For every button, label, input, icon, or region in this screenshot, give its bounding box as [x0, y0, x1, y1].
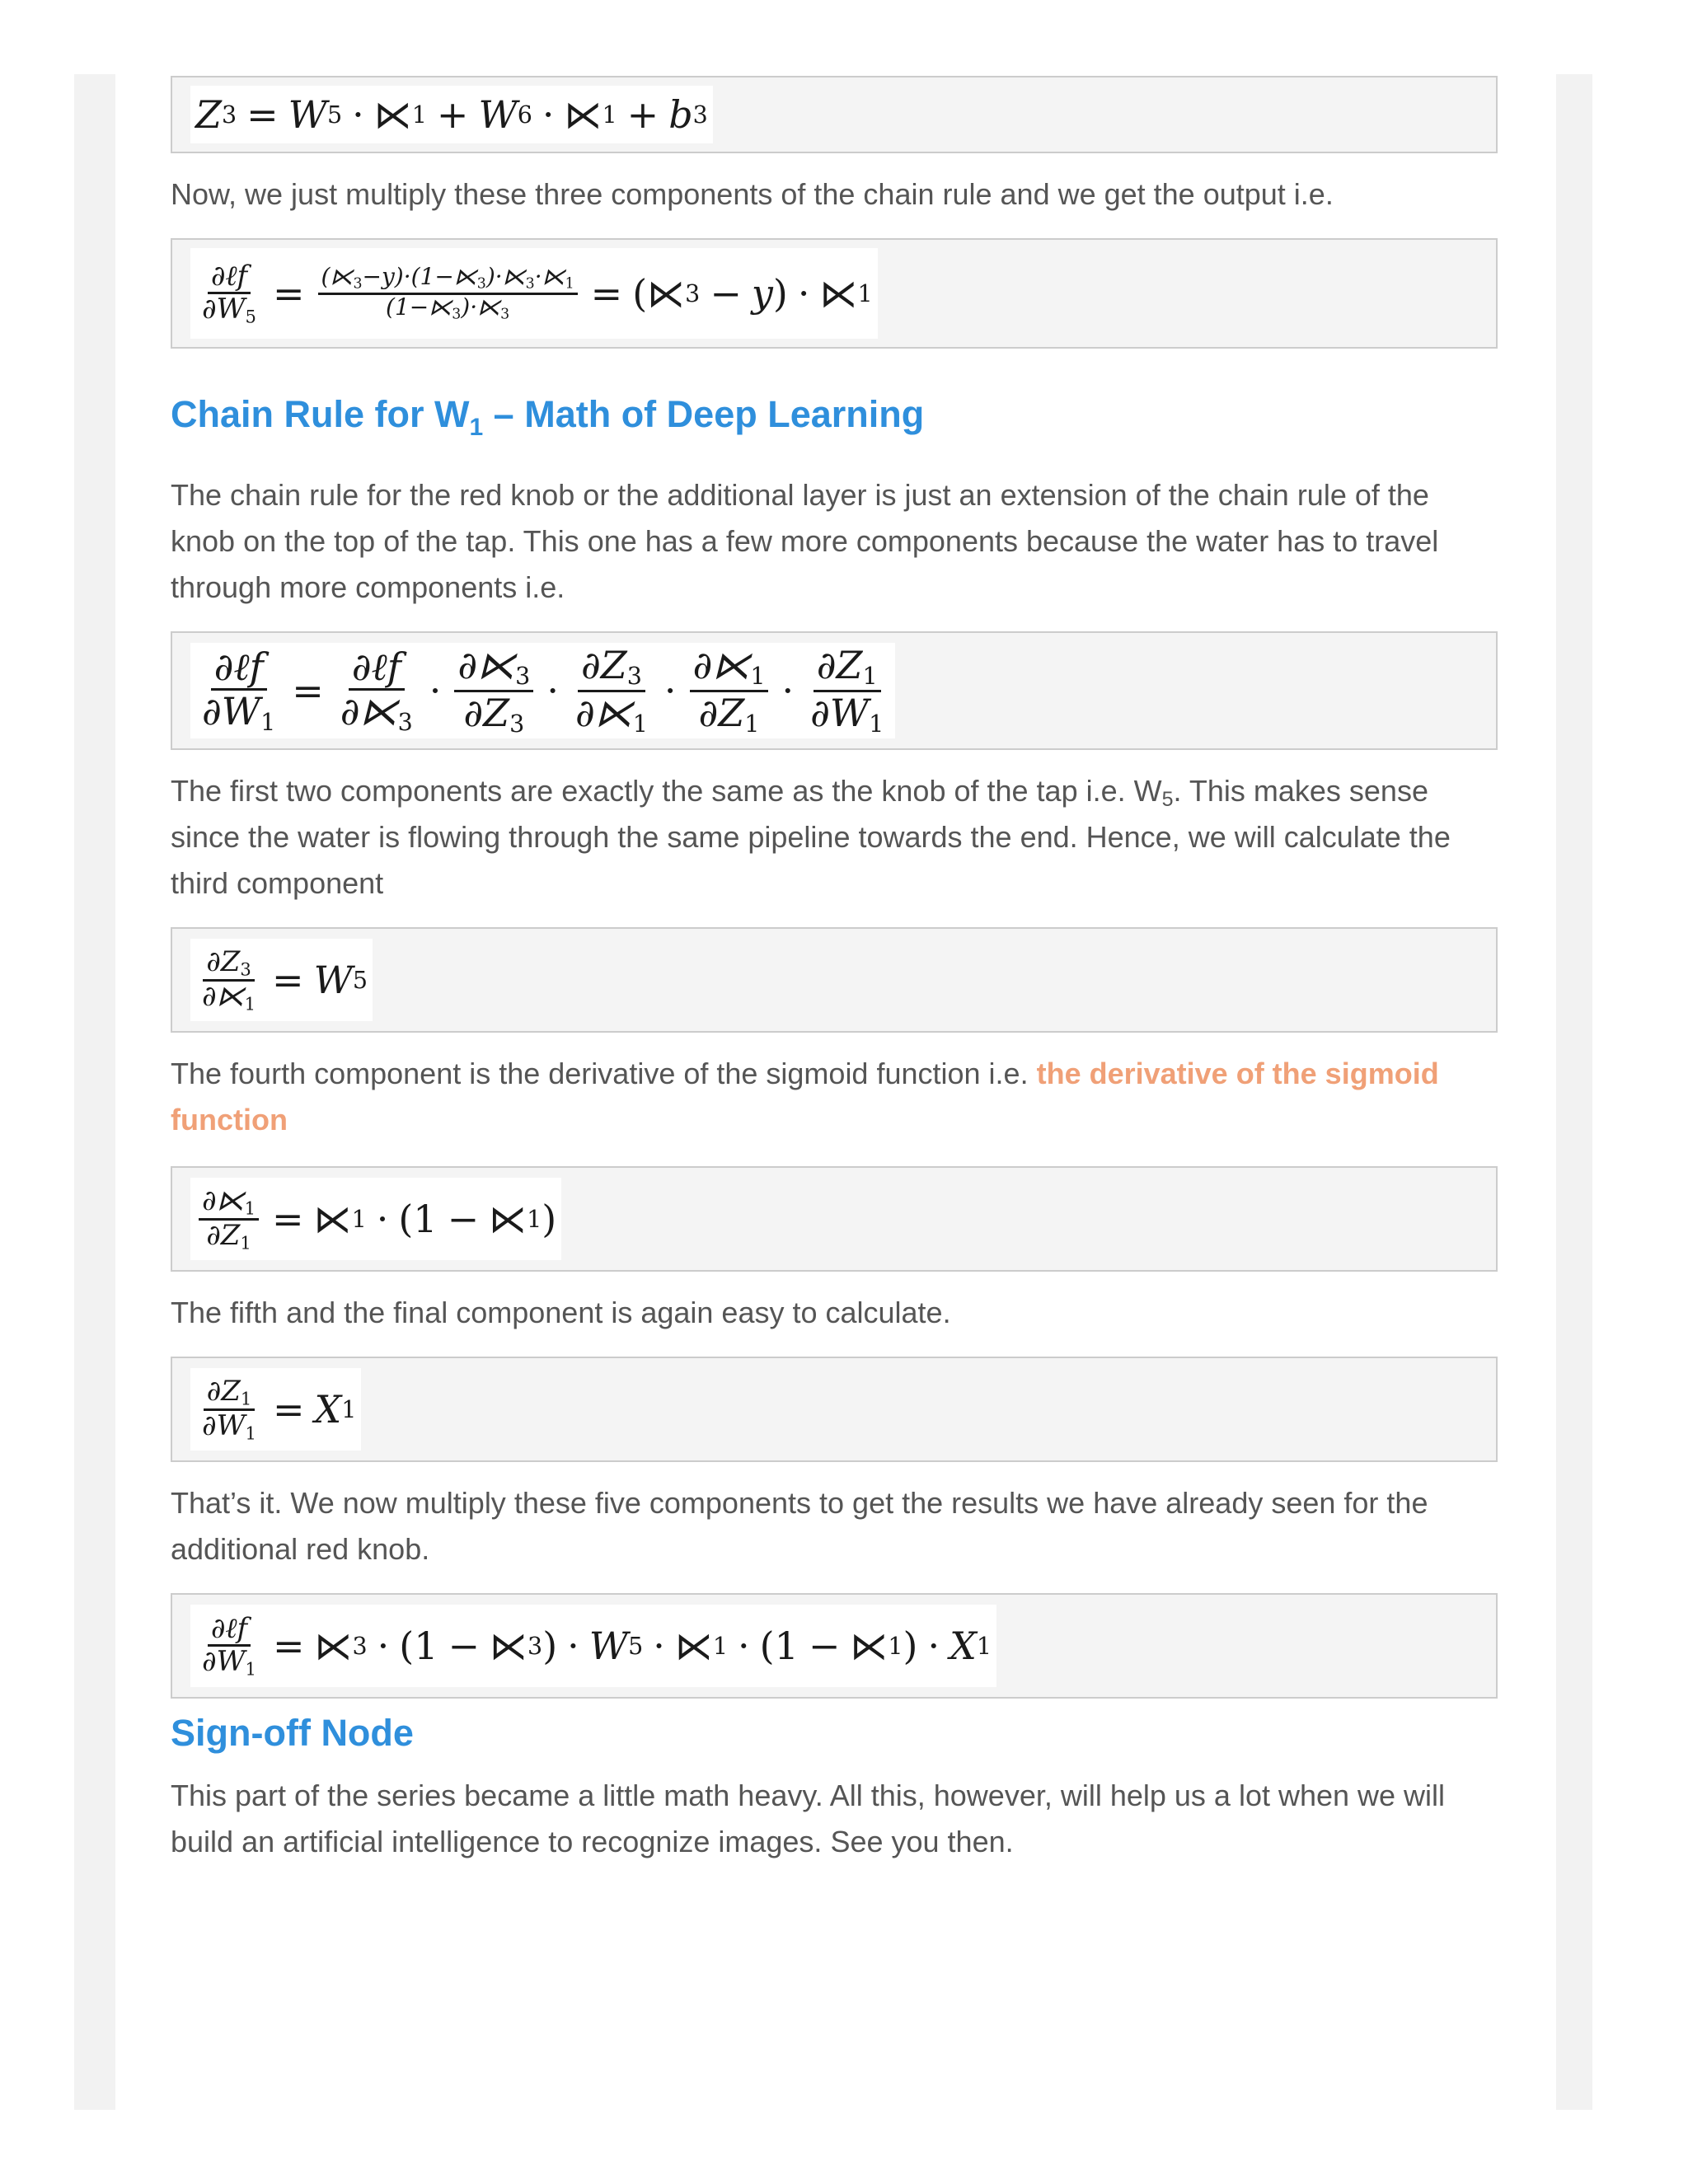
section-heading-sign-off: Sign-off Node — [171, 1712, 414, 1754]
equation-box-final — [171, 1593, 1498, 1699]
equation-final: $\frac{\text{∂ℓf}}{\partial W_1}$ = ⋉ 3 · (1 − ⋉ 3 ) · W 5 · ⋉ 1 · (1 − ⋉ 1 ) · X 1 — [190, 1605, 996, 1687]
article-content — [171, 76, 1498, 1865]
left-gutter — [74, 74, 115, 2110]
equation-chain-w1: $\frac{\text{∂ℓf}}{\partial W_1}$ = $\frac{\text{∂ℓf}}{\partial⋉_3}$ · $\frac{\partial⋉_3}{\partial Z_3}$ · $\frac{\partial Z_3}{\partial⋉_1}$ · $\frac{\partial⋉_1}{\partial Z_1}$ · $\frac{\partial Z_1}{\partial W_1}$ — [190, 643, 895, 738]
paragraph-chain-rule-red-knob: The chain rule for the red knob or the additional layer is just an extension of the chain rule of the knob on the top of the tap. This one has a few more components because the water has to travel through more components i.e. — [171, 478, 1439, 604]
equation-box-chain-w1 — [171, 631, 1498, 750]
paragraph-fifth-component: The fifth and the final component is again easy to calculate. — [171, 1296, 951, 1329]
equation-box-dz1-dw1 — [171, 1357, 1498, 1462]
equation-box-z3 — [171, 76, 1498, 153]
equation-dz3-dk1: $\frac{\partial Z_3}{\partial⋉_1}$ = W 5 — [190, 939, 373, 1021]
equation-dk1-dz1: $\frac{\partial⋉_1}{\partial Z_1}$ = ⋉ 1 · (1 − ⋉ 1 ) — [190, 1178, 561, 1260]
sigmoid-derivative-link[interactable]: the derivative of the sigmoid function — [171, 1057, 1439, 1137]
equation-box-dk1-dz1 — [171, 1166, 1498, 1272]
equation-box-dz3-dk1 — [171, 927, 1498, 1033]
paragraph-first-two-components: The first two components are exactly the same as the knob of the tap i.e. $W_5$. This makes sense since the water is flowing through the same pipeline towards the end. Hence, we will calculate the third component — [171, 774, 1451, 900]
paragraph-thats-it: That’s it. We now multiply these five components to get the results we have already seen for the additional red knob. — [171, 1486, 1428, 1566]
equation-z3: Z 3 = W 5 · ⋉ 1 + W 6 · ⋉ 1 + b 3 — [190, 86, 713, 143]
paragraph-fourth-component: The fourth component is the derivative of the sigmoid function i.e. the derivative of the sigmoid function — [171, 1057, 1439, 1137]
paragraph-multiply-three: Now, we just multiply these three components of the chain rule and we get the output i.e. — [171, 177, 1334, 211]
equation-dlf-dw5: $\frac{\text{∂ℓf}}{\partial W_5}$ = $\frac{(⋉_3-y)\cdot(1-⋉_3)\cdot⋉_3\cdot⋉_1}{(1-⋉_3)\cdot⋉_3}$ = (⋉ 3 − y ) · ⋉ 1 — [190, 248, 878, 339]
right-gutter — [1556, 74, 1592, 2110]
equation-box-dlf-dw5 — [171, 238, 1498, 349]
equation-dz1-dw1: $\frac{\partial Z_1}{\partial W_1}$ = X 1 — [190, 1368, 361, 1451]
section-heading-chain-rule-w1: Chain Rule for $W_1$ – Math of Deep Learning — [171, 393, 925, 441]
paragraph-sign-off: This part of the series became a little math heavy. All this, however, will help us a lot when we will build an artificial intelligence to recognize images. See you then. — [171, 1779, 1446, 1858]
